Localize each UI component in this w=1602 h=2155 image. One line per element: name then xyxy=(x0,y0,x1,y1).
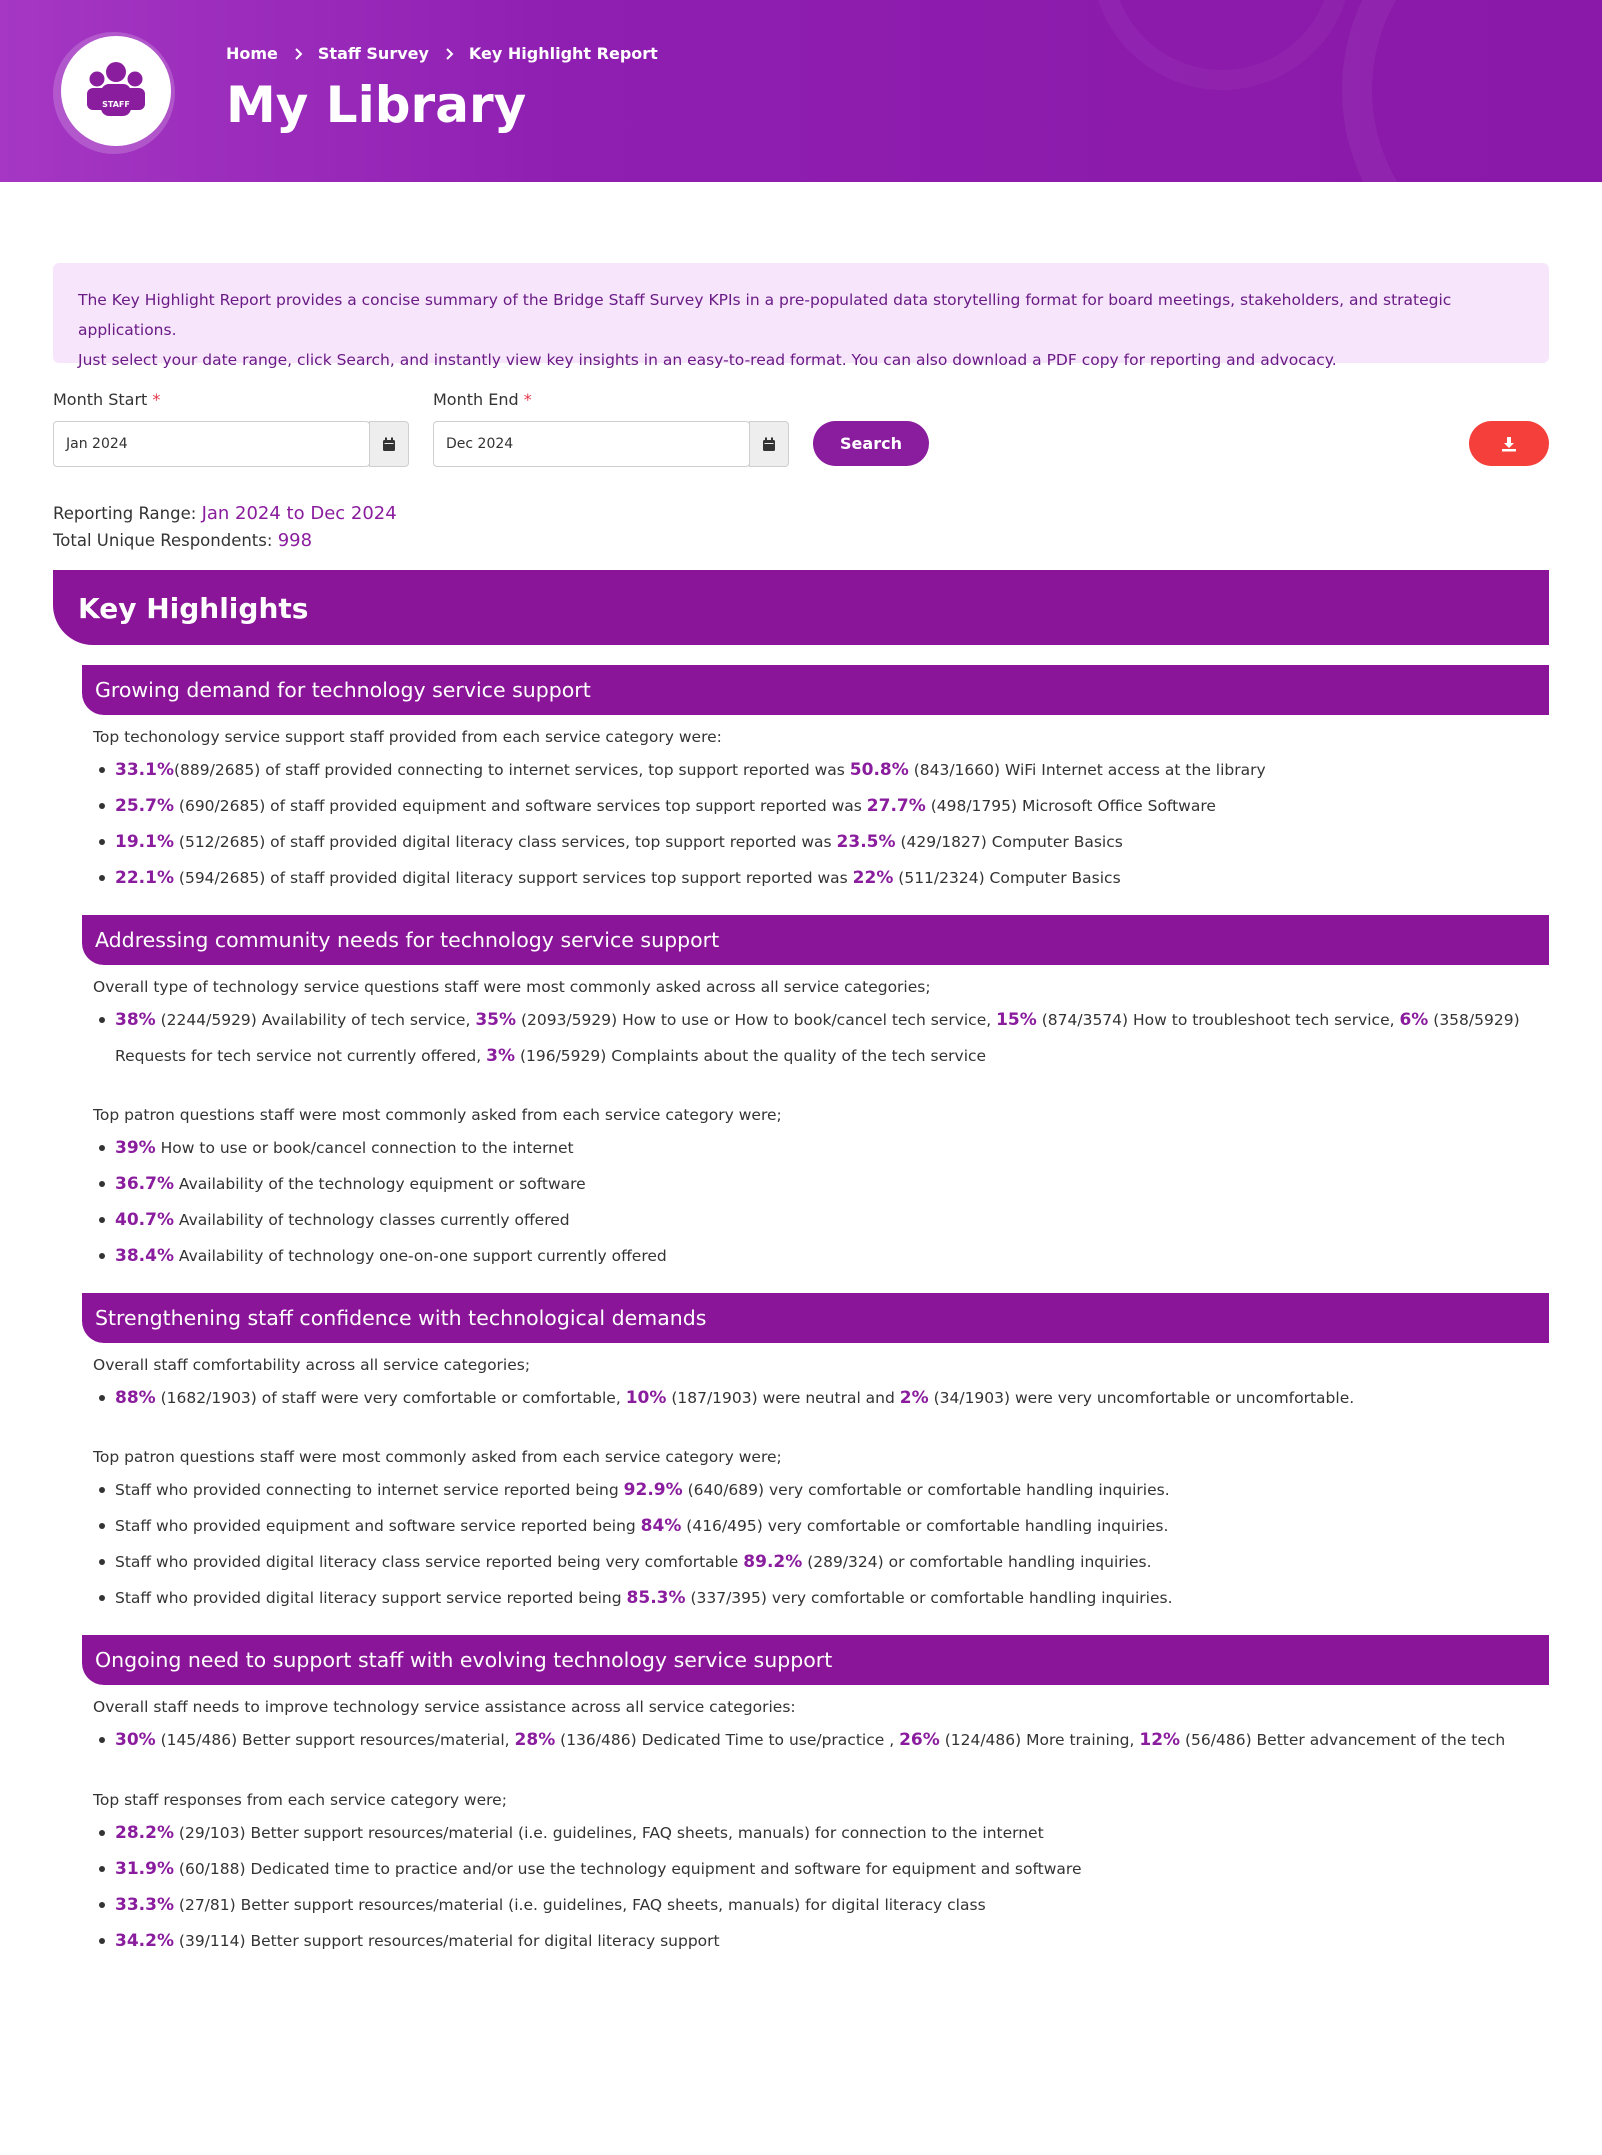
section-intro: Top patron questions staff were most commonly asked from each service category were; xyxy=(93,1448,782,1466)
confidence-overall-list xyxy=(115,1380,1354,1416)
reporting-range: Reporting Range: Jan 2024 to Dec 2024 xyxy=(53,503,397,524)
list-item: 36.7% Availability of the technology equipment or software xyxy=(115,1166,667,1202)
list-item: 31.9% (60/188) Dedicated time to practice and/or use the technology equipment and software for equipment and software xyxy=(115,1851,1081,1887)
calendar-icon xyxy=(382,437,396,452)
breadcrumb-home[interactable]: Home xyxy=(226,44,278,63)
key-highlights-banner: Key Highlights xyxy=(53,570,1549,645)
list-item: 88% (1682/1903) of staff were very comfortable or comfortable, 10% (187/1903) were neutral and 2% (34/1903) were very uncomfortable or uncomfortable. xyxy=(115,1380,1354,1416)
month-end-calendar-button[interactable] xyxy=(749,421,789,467)
page-header xyxy=(0,0,1602,182)
breadcrumb xyxy=(226,44,658,63)
staff-logo[interactable] xyxy=(61,36,171,146)
section-intro: Overall type of technology service questions staff were most commonly asked across all service categories; xyxy=(93,978,931,996)
info-box xyxy=(53,263,1549,369)
list-item: Staff who provided digital literacy class service reported being very comfortable 89.2% (289/324) or comfortable handling inquiries. xyxy=(115,1544,1173,1580)
info-line-2: Just select your date range, click Search, and instantly view key insights in an easy-to-read format. You can also download a PDF copy for reporting and advocacy. xyxy=(78,351,1337,369)
list-item: 38.4% Availability of technology one-on-one support currently offered xyxy=(115,1238,667,1274)
list-item: 30% (145/486) Better support resources/material, 28% (136/486) Dedicated Time to use/practice , 26% (124/486) More training, 12% (56/486) Better advancement of the tech xyxy=(115,1722,1505,1758)
list-item: 22.1% (594/2685) of staff provided digital literacy support services top support reported was 22% (511/2324) Computer Basics xyxy=(115,860,1266,896)
community-overall-list xyxy=(115,1002,1545,1074)
decorative-ring xyxy=(1092,0,1352,90)
breadcrumb-staff-survey[interactable]: Staff Survey xyxy=(317,44,429,63)
list-item: 39% How to use or book/cancel connection to the internet xyxy=(115,1130,667,1166)
section-intro: Overall staff comfortability across all service categories; xyxy=(93,1356,531,1374)
month-start-calendar-button[interactable] xyxy=(369,421,409,467)
download-icon xyxy=(1501,436,1517,452)
community-category-list xyxy=(115,1130,667,1274)
list-item: 40.7% Availability of technology classes currently offered xyxy=(115,1202,667,1238)
section-intro: Top staff responses from each service category were; xyxy=(93,1791,507,1809)
reporting-range-value: Jan 2024 to Dec 2024 xyxy=(201,503,397,524)
list-item: Staff who provided digital literacy support service reported being 85.3% (337/395) very comfortable or comfortable handling inquiries. xyxy=(115,1580,1173,1616)
section-intro: Top patron questions staff were most commonly asked from each service category were; xyxy=(93,1106,782,1124)
needs-category-list xyxy=(115,1815,1081,1959)
breadcrumb-current: Key Highlight Report xyxy=(468,44,658,63)
search-button[interactable]: Search xyxy=(813,421,929,466)
needs-overall-list xyxy=(115,1722,1505,1758)
month-end-label: Month End * xyxy=(433,390,532,409)
month-start-input[interactable]: Jan 2024 xyxy=(53,421,370,467)
decorative-ring xyxy=(1342,0,1602,182)
calendar-icon xyxy=(762,437,776,452)
section-title-ongoing-needs: Ongoing need to support staff with evolving technology service support xyxy=(82,1635,1549,1685)
section-intro: Top techonology service support staff provided from each service category were: xyxy=(93,728,722,746)
list-item: 28.2% (29/103) Better support resources/material (i.e. guidelines, FAQ sheets, manuals) for connection to the internet xyxy=(115,1815,1081,1851)
confidence-category-list xyxy=(115,1472,1173,1616)
list-item: 33.1%(889/2685) of staff provided connecting to internet services, top support reported was 50.8% (843/1660) WiFi Internet access at the library xyxy=(115,752,1266,788)
list-item: 33.3% (27/81) Better support resources/material (i.e. guidelines, FAQ sheets, manuals) for digital literacy class xyxy=(115,1887,1081,1923)
info-line-1: The Key Highlight Report provides a concise summary of the Bridge Staff Survey KPIs in a pre-populated data storytelling format for board meetings, stakeholders, and strategic applications. xyxy=(78,291,1452,339)
list-item: 38% (2244/5929) Availability of tech service, 35% (2093/5929) How to use or How to book/cancel tech service, 15% (874/3574) How to troubleshoot tech service, 6% (358/5929) Requests for tech service not currently offered, 3% (196/5929) Complaints about the quality of the tech service xyxy=(115,1002,1545,1074)
total-respondents-value: 998 xyxy=(277,530,313,551)
demand-list xyxy=(115,752,1266,896)
download-pdf-button[interactable] xyxy=(1469,421,1549,466)
list-item: 25.7% (690/2685) of staff provided equipment and software services top support reported was 27.7% (498/1795) Microsoft Office Software xyxy=(115,788,1266,824)
list-item: Staff who provided equipment and software service reported being 84% (416/495) very comfortable or comfortable handling inquiries. xyxy=(115,1508,1173,1544)
total-respondents: Total Unique Respondents: 998 xyxy=(53,530,313,551)
section-title-community-needs: Addressing community needs for technology service support xyxy=(82,915,1549,965)
list-item: Staff who provided connecting to internet service reported being 92.9% (640/689) very comfortable or comfortable handling inquiries. xyxy=(115,1472,1173,1508)
section-intro: Overall staff needs to improve technology service assistance across all service categories: xyxy=(93,1698,796,1716)
staff-group-icon xyxy=(83,60,149,122)
list-item: 19.1% (512/2685) of staff provided digital literacy class services, top support reported was 23.5% (429/1827) Computer Basics xyxy=(115,824,1266,860)
list-item: 34.2% (39/114) Better support resources/material for digital literacy support xyxy=(115,1923,1081,1959)
section-title-staff-confidence: Strengthening staff confidence with technological demands xyxy=(82,1293,1549,1343)
section-title-demand: Growing demand for technology service support xyxy=(82,665,1549,715)
chevron-right-icon xyxy=(292,48,304,60)
page-title: My Library xyxy=(226,76,527,134)
logo-text: STAFF xyxy=(102,100,130,109)
month-end-input[interactable]: Dec 2024 xyxy=(433,421,750,467)
chevron-right-icon xyxy=(443,48,455,60)
month-start-label: Month Start * xyxy=(53,390,161,409)
